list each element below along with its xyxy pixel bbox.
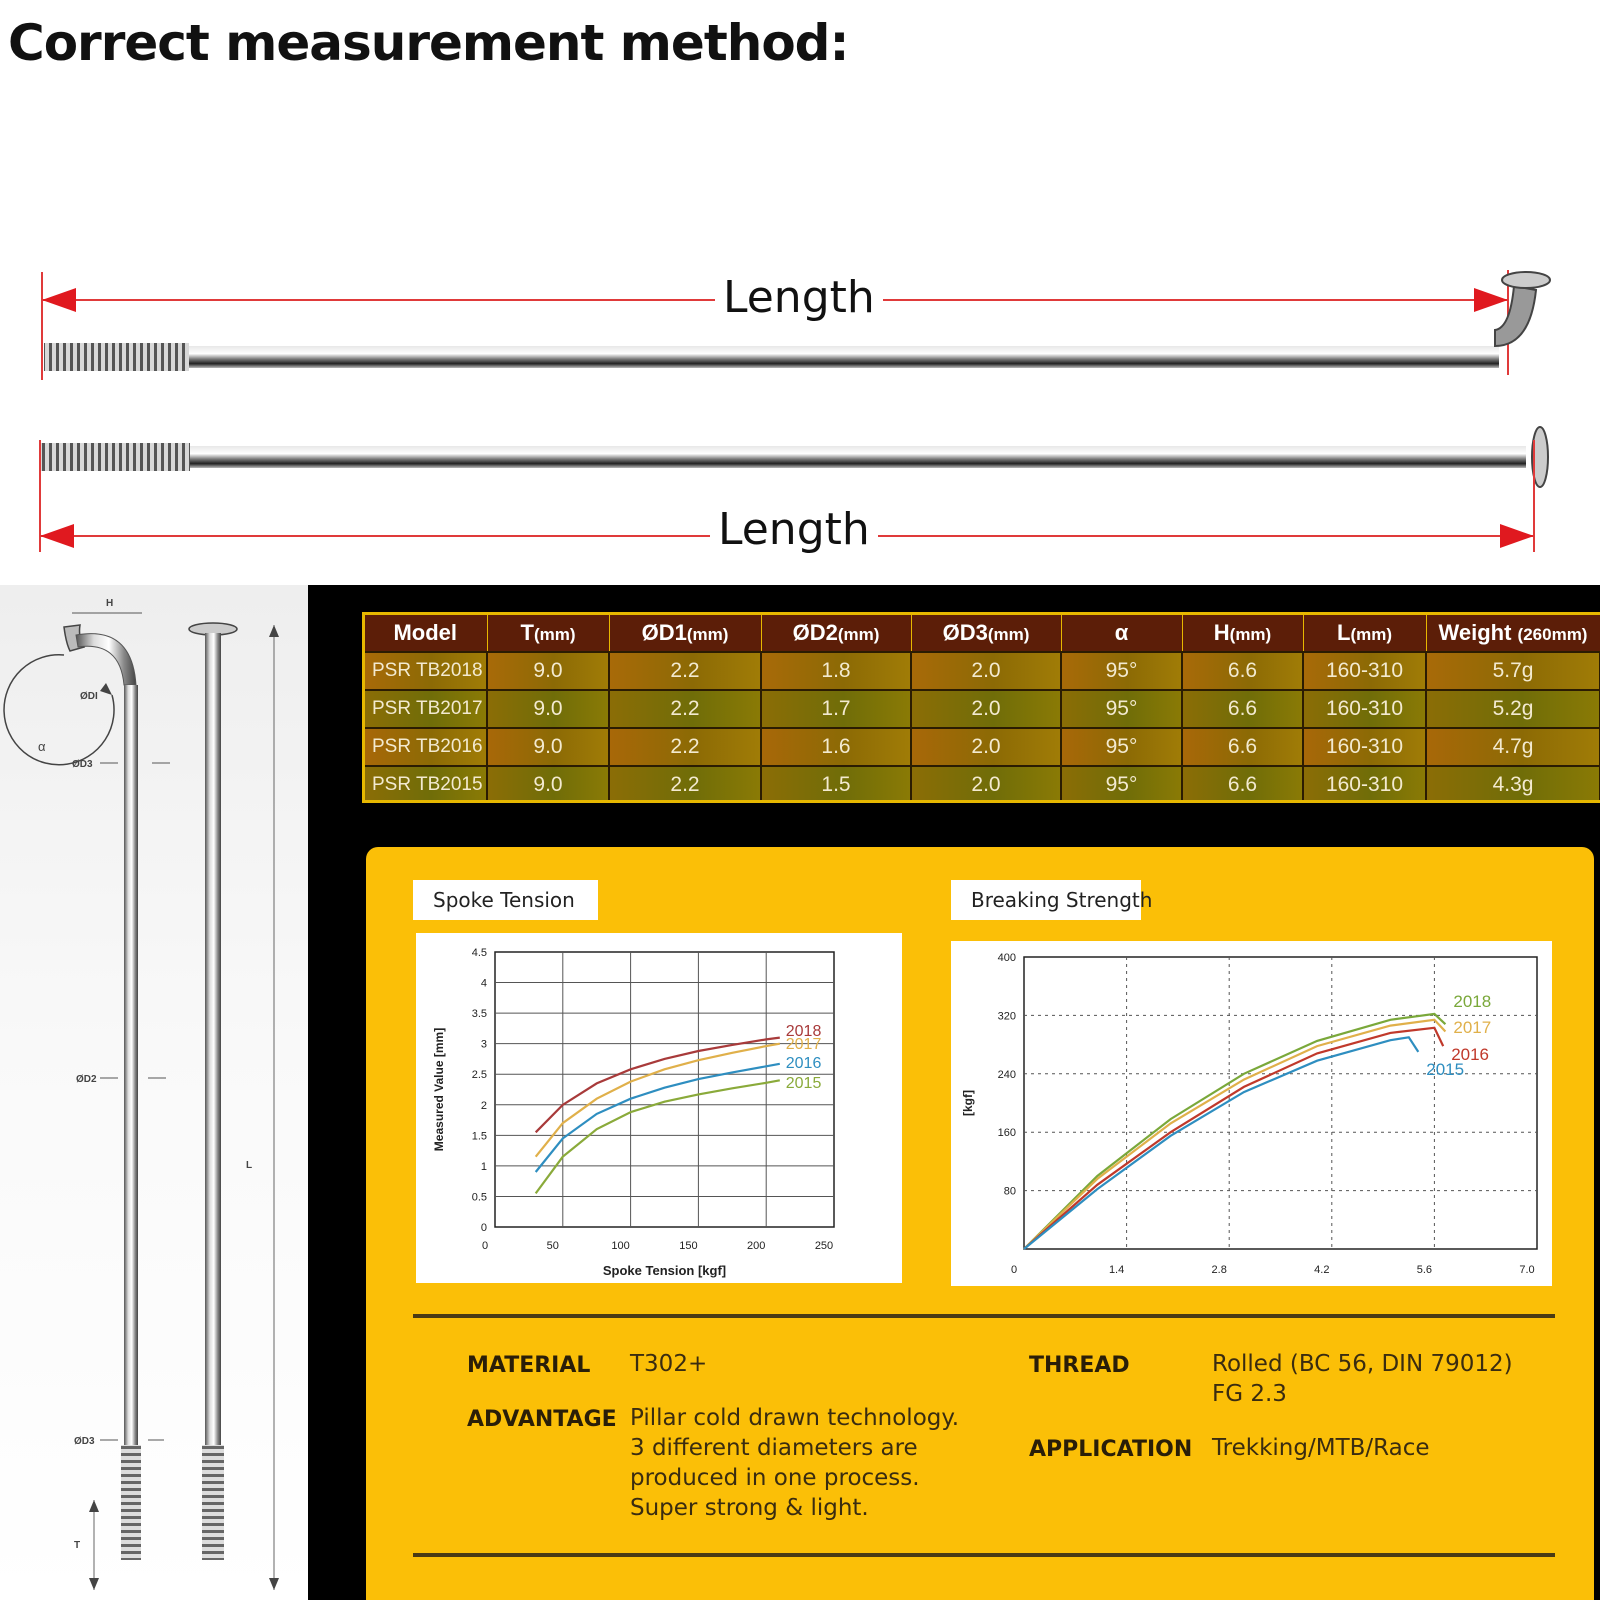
advantage-line: 3 different diameters are [630,1435,918,1461]
spoke-thread-1 [44,343,189,371]
y-tick-label: 1 [480,1160,487,1173]
x-tick-label: 4.2 [1314,1264,1330,1276]
y-axis-label: Measured Value [mm] [432,1027,446,1152]
cell-od3: 2.0 [911,766,1061,803]
cell-h: 6.6 [1182,728,1303,766]
material-label: MATERIAL [467,1353,591,1378]
cell-od2: 1.5 [761,766,911,803]
cell-od1: 2.2 [609,728,761,766]
advantage-line: Super strong & light. [630,1495,869,1521]
cell-od3: 2.0 [911,652,1061,690]
series-label-2017: 2017 [1453,1018,1492,1037]
y-tick-label: 3.5 [471,1008,487,1021]
length-arrow-right-2 [1500,524,1534,548]
table-row [364,652,1600,690]
table-row [364,690,1600,728]
straight-spoke-thread [202,1445,224,1560]
series-label-2018: 2018 [1453,992,1492,1011]
y-tick-label: 4.5 [471,947,487,959]
cell-od2: 1.6 [761,728,911,766]
advantage-label: ADVANTAGE [467,1407,617,1432]
y-tick-label: 2.5 [471,1069,487,1082]
spoke-tension-chart [416,933,902,1283]
breaking-strength-chart-box [951,941,1552,1286]
header-h: H(mm) [1182,614,1303,652]
advantage-line: produced in one process. [630,1465,920,1491]
alpha-arc [4,655,114,765]
cell-weight: 4.7g [1426,728,1600,766]
divider-bottom [413,1553,1555,1557]
y-tick-label: 80 [1003,1185,1016,1198]
x-tick-label: 250 [814,1240,834,1252]
cell-alpha: 95° [1061,766,1182,803]
table-header-row [364,614,1600,652]
y-tick-label: 1.5 [471,1130,487,1143]
jbend-spoke-bend [76,634,136,685]
cell-h: 6.6 [1182,652,1303,690]
od2-label: ØD2 [76,1074,97,1085]
length-arrow-right-1 [1474,288,1508,312]
application-value: Trekking/MTB/Race [1212,1435,1430,1461]
cell-od1: 2.2 [609,690,761,728]
x-axis-label: Spoke Tension [kgf] [602,1263,727,1278]
cell-l: 160-310 [1303,766,1426,803]
series-label-2015: 2015 [1426,1060,1465,1079]
length-label-2: Length [710,504,878,555]
cell-model: PSR TB2015 [364,766,487,803]
plot-area [495,952,834,1227]
x-tick-label: 150 [679,1240,698,1252]
series-label-2018: 2018 [785,1023,822,1040]
cell-od1: 2.2 [609,766,761,803]
series-label-2016: 2016 [785,1055,822,1072]
spoke-dimension-drawing [0,585,308,1600]
l-arrow-top [269,625,279,637]
cell-t: 9.0 [487,652,609,690]
thread-label: THREAD [1029,1353,1130,1378]
header-od2: ØD2(mm) [761,614,911,652]
y-axis-label: [kgf] [961,1090,975,1116]
spoke-rod-2 [190,446,1526,468]
header-od3: ØD3(mm) [911,614,1061,652]
y-tick-label: 240 [997,1068,1016,1081]
odi-label: ØDI [80,691,98,702]
series-label-2017: 2017 [785,1036,822,1053]
straight-spoke-rod [205,633,221,1445]
length-arrow-left-1 [42,288,76,312]
header-t: T(mm) [487,614,609,652]
header-od1: ØD1(mm) [609,614,761,652]
cell-alpha: 95° [1061,728,1182,766]
cell-model: PSR TB2018 [364,652,487,690]
header-l: L(mm) [1303,614,1426,652]
breaking-strength-chart [951,941,1552,1286]
page-heading: Correct measurement method: [8,14,849,72]
cell-t: 9.0 [487,728,609,766]
material-value: T302+ [630,1351,708,1377]
header-model: Model [364,614,487,652]
y-tick-label: 160 [997,1127,1016,1140]
spoke-head-1 [1502,272,1550,288]
header-alpha: α [1061,614,1182,652]
cell-od2: 1.7 [761,690,911,728]
divider-top [413,1314,1555,1318]
y-tick-label: 4 [480,977,487,990]
x-tick-label: 50 [546,1240,559,1252]
alpha-arrow [100,683,112,695]
cell-h: 6.6 [1182,690,1303,728]
l-arrow-bottom [269,1578,279,1590]
application-label: APPLICATION [1029,1437,1193,1462]
cell-alpha: 95° [1061,652,1182,690]
header-weight: Weight (260mm) [1426,614,1600,652]
length-label-1: Length [715,272,883,323]
cell-h: 6.6 [1182,766,1303,803]
thread-value [1212,1349,1513,1409]
jbend-spoke-rod [124,685,138,1445]
cell-od2: 1.8 [761,652,911,690]
cell-weight: 5.2g [1426,690,1600,728]
cell-od3: 2.0 [911,728,1061,766]
x-tick-label: 100 [611,1240,630,1252]
cell-t: 9.0 [487,690,609,728]
y-tick-label: 3 [480,1038,487,1051]
cell-l: 160-310 [1303,652,1426,690]
spoke-thread-2 [40,443,190,471]
cell-alpha: 95° [1061,690,1182,728]
advantage-value [630,1403,959,1523]
cell-weight: 5.7g [1426,652,1600,690]
advantage-line: Pillar cold drawn technology. [630,1405,960,1431]
cell-weight: 4.3g [1426,766,1600,803]
x-tick-label: 2.8 [1211,1264,1227,1276]
spoke-rod-1 [189,346,1499,368]
t-label: T [74,1540,81,1551]
x-tick-label: 5.6 [1416,1264,1433,1276]
spoke-bend-1 [1495,286,1536,346]
breaking-strength-title: Breaking Strength [951,880,1141,920]
od3-label-top: ØD3 [72,759,93,770]
cell-od1: 2.2 [609,652,761,690]
cell-l: 160-310 [1303,728,1426,766]
t-arrow-top [89,1500,99,1512]
cell-model: PSR TB2017 [364,690,487,728]
alpha-label: α [38,739,46,754]
jbend-spoke-thread [121,1445,141,1560]
od3-label-bottom: ØD3 [74,1436,95,1447]
y-tick-label: 400 [997,952,1016,964]
cell-t: 9.0 [487,766,609,803]
table-row [364,728,1600,766]
cell-od3: 2.0 [911,690,1061,728]
spoke-tension-chart-box [416,933,902,1283]
l-label: L [246,1160,253,1171]
x-tick-label: 1.4 [1108,1264,1125,1276]
x-tick-label: 0 [1010,1264,1018,1276]
y-tick-label: 320 [997,1010,1016,1023]
thread-line: FG 2.3 [1212,1381,1287,1407]
t-arrow-bottom [89,1578,99,1590]
h-label: H [106,598,114,609]
x-tick-label: 200 [747,1240,766,1252]
spoke-tension-title: Spoke Tension [413,880,598,920]
series-label-2015: 2015 [785,1075,822,1092]
y-tick-label: 2 [480,1099,487,1112]
spec-table [364,614,1600,803]
thread-line: Rolled (BC 56, DIN 79012) [1212,1351,1513,1377]
y-tick-label: 0.5 [471,1191,487,1204]
cell-l: 160-310 [1303,690,1426,728]
series-label-2016: 2016 [1451,1045,1490,1064]
x-tick-label: 0 [481,1240,489,1252]
length-arrow-left-2 [40,524,74,548]
table-row [364,766,1600,803]
cell-model: PSR TB2016 [364,728,487,766]
x-tick-label: 7.0 [1519,1264,1535,1276]
y-tick-label: 0 [480,1222,487,1234]
